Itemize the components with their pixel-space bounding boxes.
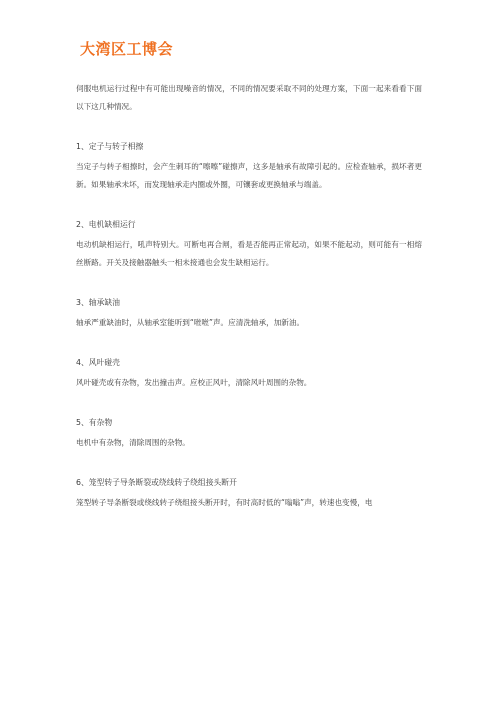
brand-title: 大湾区工博会 — [80, 40, 174, 58]
section-heading: 4、风叶碰壳 — [76, 358, 120, 367]
section-paragraph: 笼型转子导条断裂或绕线转子绕组接头断开时，有时高时低的“嗡嗡”声，转速也变慢，电 — [76, 498, 373, 507]
section-heading: 1、定子与转子相擦 — [76, 142, 144, 151]
section-paragraph: 电机中有杂物，清除周围的杂物。 — [76, 438, 190, 447]
article-body — [76, 80, 422, 512]
section-4 — [76, 354, 422, 392]
section-heading: 5、有杂物 — [76, 418, 113, 427]
section-paragraph: 风叶碰壳或有杂物，发出撞击声。应校正风叶，清除风叶周围的杂物。 — [76, 378, 312, 387]
intro-paragraph: 伺服电机运行过程中有可能出现噪音的情况，不同的情况要采取不同的处理方案，下面一起来看看下面以下这几种情况。 — [76, 84, 422, 111]
section-paragraph: 当定子与转子相擦时，会产生刺耳的“嚓嚓”碰擦声，这多是轴承有故障引起的。应检查轴承，损坏者更新。如果轴承未坏，而发现轴承走内圈或外圈，可镶套或更换轴承与端盖。 — [76, 162, 422, 189]
section-heading: 3、轴承缺油 — [76, 298, 120, 307]
section-heading: 2、电机缺相运行 — [76, 220, 136, 229]
section-paragraph: 电动机缺相运行，吼声特别大。可断电再合闸，看是否能再正常起动，如果不能起动，则可能有一相熔丝断路。开关及接触器触头一相未接通也会发生缺相运行。 — [76, 240, 422, 267]
section-6 — [76, 474, 422, 512]
section-5 — [76, 414, 422, 452]
section-paragraph: 轴承严重缺油时，从轴承室能听到“咝咝”声。应清洗轴承，加新油。 — [76, 318, 305, 327]
section-heading: 6、笼型转子导条断裂或绕线转子绕组接头断开 — [76, 478, 237, 487]
section-1 — [76, 138, 422, 194]
section-2 — [76, 216, 422, 272]
section-3 — [76, 294, 422, 332]
